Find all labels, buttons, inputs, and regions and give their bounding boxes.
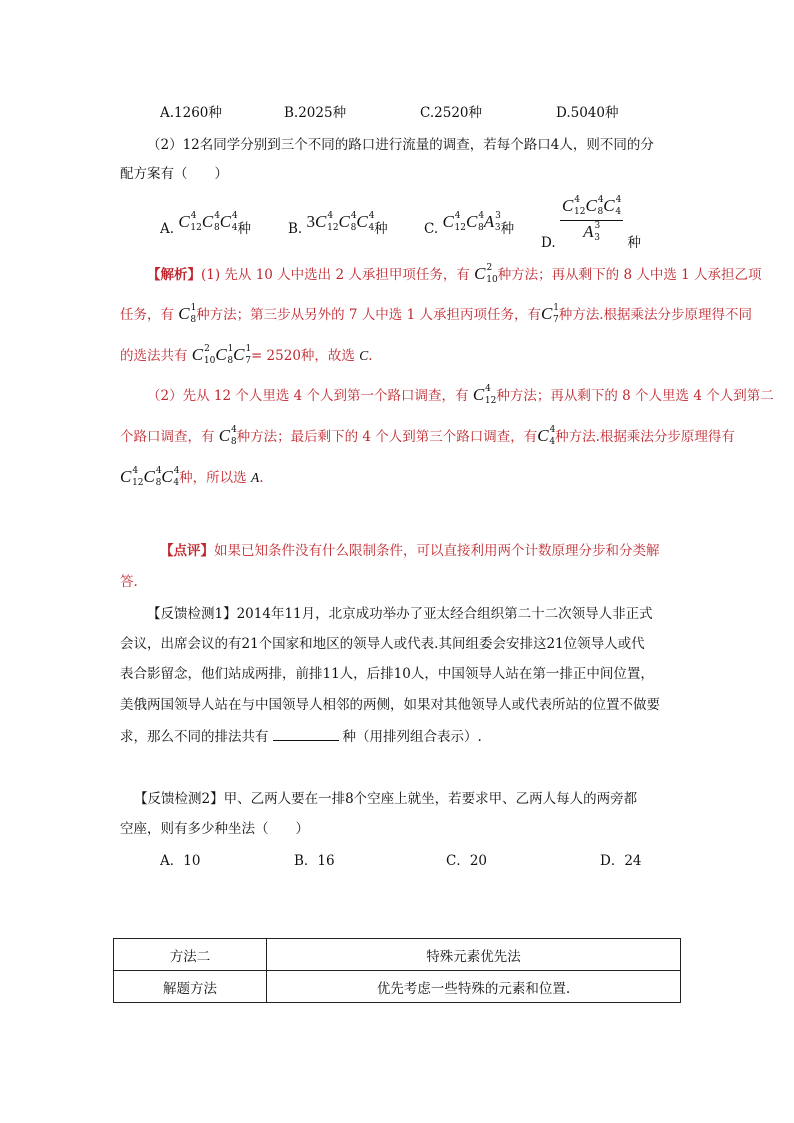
q2-option-b-formula: $3C^4_{12}C^4_8C^4_4$ bbox=[306, 211, 375, 233]
analysis-tag: 【解析】 bbox=[147, 267, 201, 283]
analysis-text: 种，所以选 bbox=[179, 470, 247, 486]
formula-c-4-4: $C^4_4$ bbox=[537, 425, 556, 447]
q2-option-c-unit: 种 bbox=[500, 221, 515, 237]
feedback1-text: 2014年11月，北京成功举办了亚太经合组织第二十二次领导人非正式 bbox=[236, 606, 653, 622]
method-label-cell: 方法二 bbox=[114, 939, 267, 971]
q2-option-d bbox=[541, 195, 641, 251]
feedback1-line5 bbox=[120, 727, 482, 747]
q2-option-d-fraction: $\frac{C^4_{12}C^4_8C^4_4}{A^3_3}$ bbox=[561, 195, 622, 243]
analysis-text: 种方法.根据乘法分步原理得有 bbox=[555, 429, 735, 445]
q2-option-a-formula: $C^4_{12}C^4_8C^4_4$ bbox=[178, 211, 238, 233]
analysis-text: = 2520种，故选 bbox=[250, 348, 355, 364]
feedback2-option-c: C．20 bbox=[446, 853, 488, 869]
comment-tag: 【点评】 bbox=[160, 543, 214, 559]
analysis-p1-line1 bbox=[147, 264, 762, 287]
q2-option-b-label: B. bbox=[288, 221, 303, 237]
feedback1-text: 求，那么不同的排法共有 bbox=[120, 729, 269, 745]
analysis-text: 任务，有 bbox=[120, 307, 174, 323]
feedback1-line3: 表合影留念，他们站成两排，前排11人，后排10人，中国领导人站在第一排正中间位置， bbox=[120, 666, 654, 682]
analysis-text: 种方法；最后剩下的 4 个人到第三个路口调查，有 bbox=[236, 429, 538, 445]
answer-blank bbox=[273, 728, 339, 741]
analysis-text: 个路口调查，有 bbox=[120, 429, 215, 445]
method-value-cell: 特殊元素优先法 bbox=[267, 939, 681, 971]
formula-c12-c8-c4: $C^4_{12}C^4_8C^4_4$ bbox=[120, 466, 180, 488]
method-label-cell: 解题方法 bbox=[114, 971, 267, 1003]
formula-c-8-4: $C^4_8$ bbox=[218, 425, 237, 447]
method-value-cell: 优先考虑一些特殊的元素和位置. bbox=[267, 971, 681, 1003]
feedback1-line4: 美俄两国领导人站在与中国领导人相邻的两侧，如果对其他领导人或代表所站的位置不做要 bbox=[120, 697, 660, 713]
analysis-text: 种方法；再从剩下的 8 个人里选 4 个人到第二 bbox=[496, 388, 774, 404]
feedback2-line2: 空座，则有多少种坐法（ ） bbox=[120, 821, 309, 837]
feedback2-option-b: B．16 bbox=[294, 853, 335, 869]
q2-option-b-unit: 种 bbox=[374, 221, 388, 237]
comment-text: 如果已知条件没有什么限制条件，可以直接利用两个计数原理分步和分类解 bbox=[214, 543, 660, 559]
feedback2-line1 bbox=[134, 789, 637, 809]
formula-c-10-2: $C^2_{10}$ bbox=[474, 263, 498, 285]
analysis-text: (1) 先从 10 人中选出 2 人承担甲项任务，有 bbox=[201, 267, 470, 283]
analysis-p2-line2 bbox=[120, 426, 735, 449]
analysis-text: 的选法共有 bbox=[120, 348, 188, 364]
feedback1-line1 bbox=[147, 604, 653, 624]
q2-stem-line1: （2）12名同学分别到三个不同的路口进行流量的调查，若每个路口4人，则不同的分 bbox=[147, 137, 654, 153]
comment-line1 bbox=[160, 541, 660, 561]
analysis-text: 种方法；再从剩下的 8 人中选 1 人承担乙项 bbox=[497, 267, 762, 283]
feedback1-line2: 会议，出席会议的有21个国家和地区的领导人或代表.其间组委会安排这21位领导人或代 bbox=[120, 636, 645, 652]
feedback2-tag: 【反馈检测2】 bbox=[134, 791, 224, 807]
q2-option-d-label: D. bbox=[541, 235, 556, 251]
q1-option-a: A.1260种 bbox=[160, 105, 222, 121]
analysis-p1-line3: 的选法共有 $C^2_{10}C^1_8C^1_7= 2520$种，故选 C. bbox=[120, 344, 373, 366]
q2-option-c bbox=[424, 211, 515, 241]
feedback1-text: 种（用排列组合表示）. bbox=[342, 729, 482, 745]
answer-letter: C bbox=[359, 348, 369, 363]
feedback1-tag: 【反馈检测1】 bbox=[147, 606, 237, 622]
formula-product: $C^2_{10}C^1_8C^1_7$ bbox=[191, 344, 252, 366]
method-table bbox=[113, 938, 681, 1003]
answer-letter: A bbox=[250, 470, 260, 485]
analysis-text: 种方法；第三步从另外的 7 人中选 1 人承担丙项任务，有 bbox=[196, 307, 541, 323]
analysis-text: （2）先从 12 个人里选 4 个人到第一个路口调查，有 bbox=[147, 388, 469, 404]
formula-c-12-4: $C^4_{12}$ bbox=[472, 384, 497, 406]
table-row bbox=[114, 971, 681, 1003]
feedback2-option-d: D．24 bbox=[600, 853, 642, 869]
q2-option-c-label: C. bbox=[424, 221, 439, 237]
q2-option-a-label: A. bbox=[160, 221, 175, 237]
formula-c-8-1: $C^1_8$ bbox=[178, 303, 197, 325]
q1-option-b: B.2025种 bbox=[284, 105, 347, 121]
feedback2-text: 甲、乙两人要在一排8个空座上就坐，若要求甲、乙两人每人的两旁都 bbox=[223, 791, 638, 807]
q1-option-c: C.2520种 bbox=[420, 105, 482, 121]
q2-option-b bbox=[288, 211, 388, 241]
analysis-text: 种方法.根据乘法分步原理得不同 bbox=[558, 307, 753, 323]
analysis-p2-line1 bbox=[147, 385, 774, 408]
q2-option-c-formula: $C^4_{12}C^4_8A^3_3$ bbox=[442, 211, 501, 233]
formula-c-7-1: $C^1_7$ bbox=[540, 303, 560, 325]
table-row bbox=[114, 939, 681, 971]
q2-option-a-unit: 种 bbox=[237, 221, 251, 237]
comment-line2: 答. bbox=[120, 574, 138, 590]
q2-stem-line2: 配方案有（ ） bbox=[120, 166, 228, 182]
feedback2-option-a: A．10 bbox=[160, 853, 201, 869]
q1-option-d: D.5040种 bbox=[556, 105, 619, 121]
analysis-p2-line3: $C^4_{12}C^4_8C^4_4$种，所以选 A. bbox=[120, 466, 264, 488]
analysis-p1-line2 bbox=[120, 304, 752, 327]
q2-option-d-unit: 种 bbox=[627, 235, 641, 251]
q2-option-a bbox=[160, 211, 251, 241]
